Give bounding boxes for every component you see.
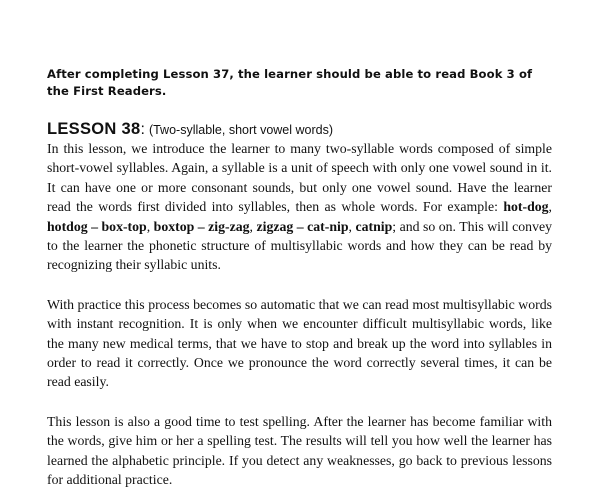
paragraph-intro: [47, 139, 552, 275]
example-word: boxtop – zig-zag: [153, 218, 250, 234]
example-separator: ,: [249, 218, 257, 234]
lesson-title-colon: :: [140, 121, 145, 138]
example-word: hot-dog: [503, 199, 549, 215]
paragraph-intro-text-end: ; and so on. This will convey to the learner the phonetic structure of multisyllabic words and how they can be read by recognizing their syllabic units.: [47, 218, 552, 273]
example-word: catnip: [355, 218, 393, 234]
example-word: zigzag – cat-nip: [256, 218, 349, 234]
example-word: hotdog – box-top: [47, 218, 147, 234]
lesson-subtitle: (Two-syllable, short vowel words): [148, 123, 334, 137]
lesson-title: LESSON 38: [47, 120, 141, 138]
document-page: [47, 66, 552, 490]
paragraph-intro-text: In this lesson, we introduce the learner to many two-syllable words composed of simple short-vowel syllables. Again, a syllable is a unit of speech with only one vowel sound in it. It can have one or more consonant sounds, but only one vowel sound. Have the learner read the words first divided into syllables, then as whole words. For example:: [47, 141, 552, 215]
example-separator: ,: [348, 218, 356, 234]
example-separator: ,: [146, 218, 154, 234]
paragraph-spelling: This lesson is also a good time to test spelling. After the learner has become familiar with the words, give him or her a spelling test. The results will tell you how well the learner has learned the alphabetic principle. If you detect any weaknesses, go back to previous lessons for additional practice.: [47, 413, 552, 488]
example-separator: ,: [548, 199, 552, 215]
lesson-heading: [47, 120, 552, 139]
paragraph-practice: With practice this process becomes so automatic that we can read most multisyllabic words with instant recognition. It is only when we encounter difficult multisyllabic words, like the many new medical terms, that we have to stop and break up the word into syllables in order to read it correctly. Once we pronounce the word correctly several times, it can be read easily.: [47, 296, 552, 390]
prerequisite-note: After completing Lesson 37, the learner should be able to read Book 3 of the First Readers.: [47, 67, 533, 98]
